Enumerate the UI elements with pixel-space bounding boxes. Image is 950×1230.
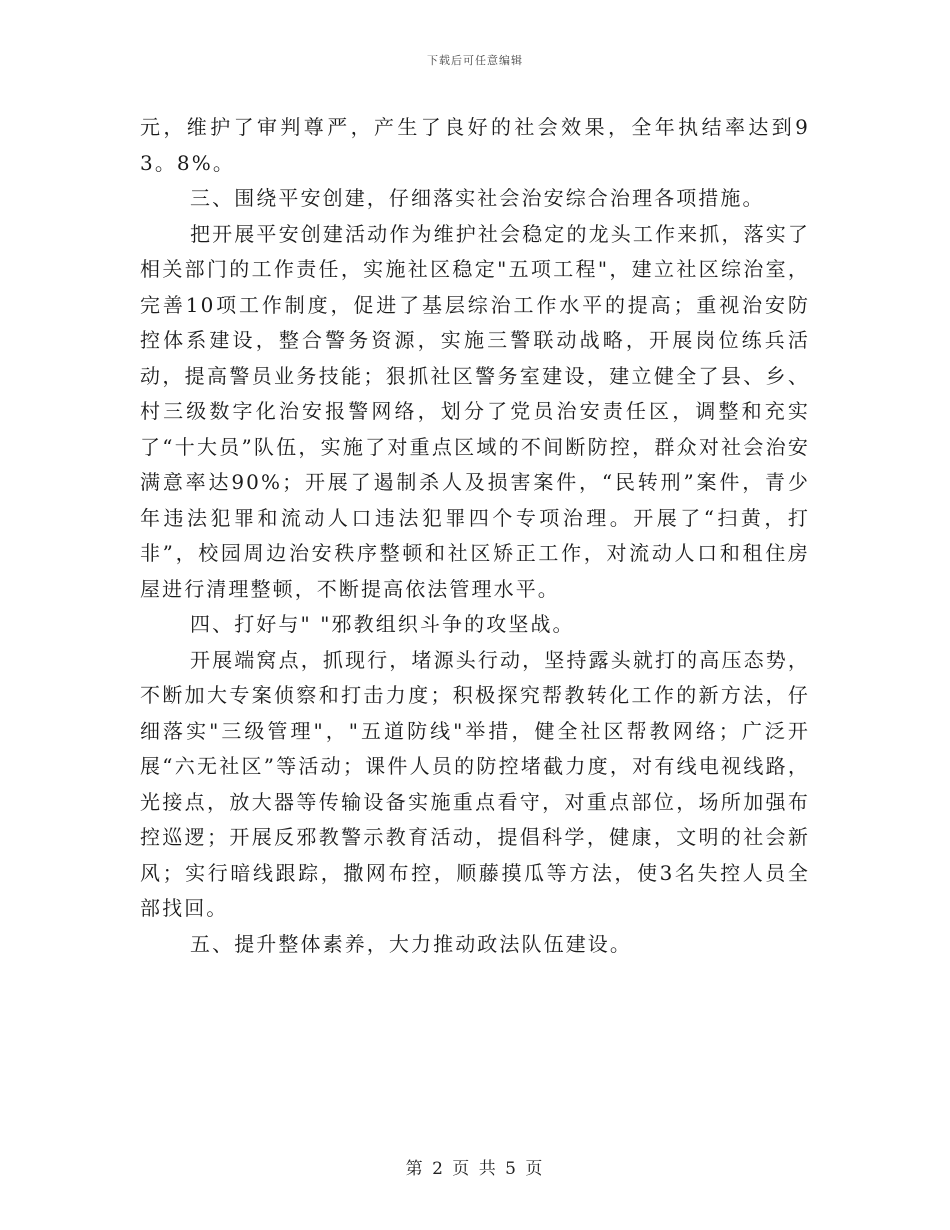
section-heading-4: 四、打好与" "邪教组织斗争的攻坚战。 (190, 612, 575, 636)
section-heading-5: 五、提升整体素养，大力推动政法队伍建设。 (190, 931, 632, 956)
section-heading-3: 三、围绕平安创建，仔细落实社会治安综合治理各项措施。 (190, 186, 765, 210)
document-body (140, 110, 810, 962)
paragraph-continuation: 元，维护了审判尊严，产生了良好的社会效果，全年执结率达到93。8%。 (140, 115, 810, 175)
page-number-footer: 第 2 页 共 5 页 (405, 1159, 545, 1179)
paragraph-anti-cult: 开展端窝点，抓现行，堵源头行动，坚持露头就打的高压态势，不断加大专案侦察和打击力度；积极探究帮教转化工作的新方法，仔细落实"三级管理"，"五道防线"举措，健全社区帮教网络；广泛开展“六无社区”等活动；课件人员的防控堵截力度，对有线电视线路，光接点，放大器等传输设备实施重点看守，对重点部位，场所加强布控巡逻；开展反邪教警示教育活动，提倡科学，健康，文明的社会新风；实行暗线跟踪，撒网布控，顺藤摸瓜等方法，使3名失控人员全部找回。 (140, 647, 810, 920)
paragraph-safety-measures: 把开展平安创建活动作为维护社会稳定的龙头工作来抓，落实了相关部门的工作责任，实施社区稳定"五项工程"，建立社区综治室，完善10项工作制度，促进了基层综治工作水平的提高；重视治安防控体系建设，整合警务资源，实施三警联动战略，开展岗位练兵活动，提高警员业务技能；狠抓社区警务室建设，建立健全了县、乡、村三级数字化治安报警网络，划分了党员治安责任区，调整和充实了“十大员”队伍，实施了对重点区域的不间断防控，群众对社会治安满意率达90%；开展了遏制杀人及损害案件，“民转刑”案件，青少年违法犯罪和流动人口违法犯罪四个专项治理。开展了“扫黄，打非”，校园周边治安秩序整顿和社区矫正工作，对流动人口和租住房屋进行清理整顿，不断提高依法管理水平。 (140, 221, 810, 601)
page-header-note: 下载后可任意编辑 (427, 54, 523, 67)
